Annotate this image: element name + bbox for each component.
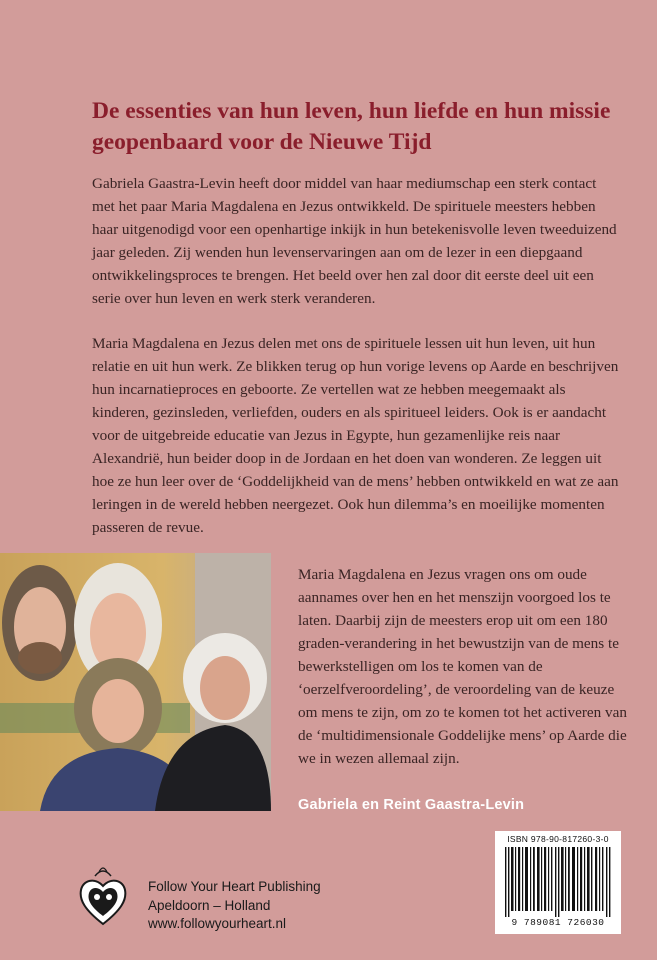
barcode-digits: 9 789081 726030 bbox=[511, 917, 605, 928]
headline: De essenties van hun leven, hun liefde en hun missie geopenbaard voor de Nieuwe Tijd bbox=[92, 98, 611, 155]
publisher-location: Apeldoorn – Holland bbox=[148, 897, 271, 913]
publisher-website: www.followyourheart.nl bbox=[148, 916, 287, 931]
publisher-name: Follow Your Heart Publishing bbox=[148, 879, 321, 894]
photo-caption: Gabriela en Reint Gaastra-Levin bbox=[298, 797, 525, 813]
author-photo bbox=[0, 553, 271, 811]
heart-logo-icon bbox=[77, 864, 129, 928]
closing-paragraph: Maria Magdalena en Jezus vragen ons om oude aannames over hen en het menszijn voorgoed los te laten. Daarbij zijn de meesters erop uit om een 180 graden-verandering in het bewustzijn van de mens te bewerkstelligen om los te komen van de ‘oerzelfveroordeling’, de veroordeling van de keuze om mens te zijn, om zo te komen tot het activeren van de ‘multidimensionale Goddelijke mens’ op Aarde die we in wezen allemaal zijn. bbox=[298, 566, 627, 767]
barcode-bars bbox=[505, 847, 611, 917]
isbn-barcode bbox=[495, 831, 621, 934]
intro-paragraph: Gabriela Gaastra-Levin heeft door middel van haar mediumschap een sterk contact met het paar Maria Magdalena en Jezus ontwikkeld. De spirituele meesters hebben haar uitgenodigd voor een openhartige inkijk in hun betekenisvolle leven tweeduizend jaar geleden. Zij wenden hun levenservaringen aan om de lezer in een diepgaand ontwikkelingsproces te brengen. Het beeld over hen zal door dit eerste deel uit een serie over hun leven en werk sterk veranderen. bbox=[92, 175, 617, 307]
content-paragraph: Maria Magdalena en Jezus delen met ons de spirituele lessen uit hun leven, uit hun relatie en uit hun werk. Ze blikken terug op hun vorige levens op Aarde en beschrijven hun incarnatieproces en geboorte. Ze vertellen wat ze hebben meegemaakt als kinderen, gezinsleden, verliefden, ouders en als spiritueel leiders. Ook is er aandacht voor de uitgebreide educatie van Jezus in Egypte, hun gezamenlijke reis naar Alexandrië, hun beider doop in de Jordaan en het doen van wonderen. Ze leggen uit hoe ze hun leer over de ‘Goddelijkheid van de mens’ hebben ontwikkeld en wat ze aan leringen in de wereld hebben neergezet. Ook hun dilemma’s en moeilijke momenten passeren de revue. bbox=[92, 335, 619, 536]
isbn-label: ISBN 978-90-817260-3-0 bbox=[507, 834, 609, 844]
publisher-info bbox=[148, 878, 321, 934]
